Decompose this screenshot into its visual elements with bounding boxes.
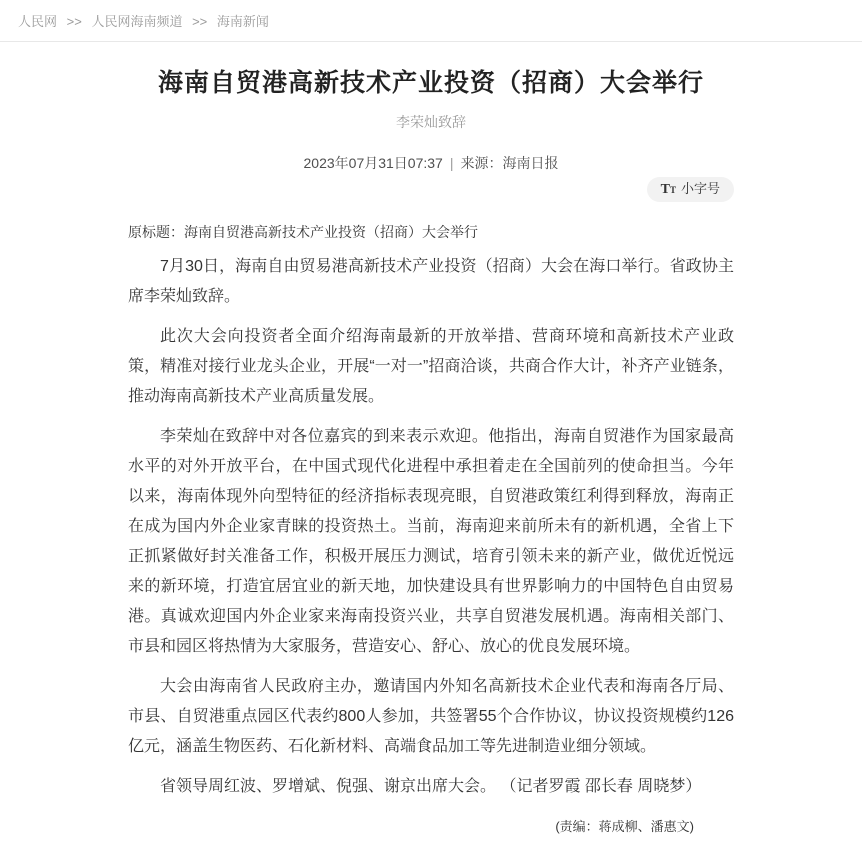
original-title (128, 223, 734, 242)
font-size-label: 小字号 (680, 181, 720, 196)
source-link[interactable]: 海南日报 (502, 155, 559, 171)
breadcrumb (0, 0, 862, 42)
paragraph-4: 大会由海南省人民政府主办，邀请国内外知名高新技术企业代表和海南各厅局、市县、自贸港重点园区代表约800人参加，共签署55个合作协议，协议投资规模约126亿元，涵盖生物医药、石化新材料、高端食品加工等先进制造业细分领域。 (128, 678, 734, 755)
article-subtitle: 李荣灿致辞 (396, 114, 466, 130)
meta-separator: | (449, 155, 454, 171)
source-label: 来源： (460, 155, 503, 171)
paragraph-5: 省领导周红波、罗增斌、倪强、谢京出席大会。 （记者罗霞 邵长春 周晓梦） (160, 778, 702, 795)
publish-date: 2023年07月31日07:37 (303, 155, 443, 171)
article-body (128, 66, 734, 851)
paragraph-3: 李荣灿在致辞中对各位嘉宾的到来表示欢迎。他指出，海南自贸港作为国家最高水平的对外开放平台，在中国式现代化进程中承担着走在全国前列的使命担当。今年以来，海南体现外向型特征的经济指标表现亮眼，自贸港政策红利得到释放，海南正在成为国内外企业家青睐的投资热土。当前，海南迎来前所未有的新机遇，全省上下正抓紧做好封关准备工作，积极开展压力测试，培育引领未来的新产业，做优近悦远来的新环境，打造宜居宜业的新天地，加快建设具有世界影响力的中国特色自由贸易港。真诚欢迎国内外企业家来海南投资兴业，共享自贸港发展机遇。海南相关部门、市县和园区将热情为大家服务，营造安心、舒心、放心的优良发展环境。 (128, 428, 734, 655)
breadcrumb-separator: >> (192, 14, 208, 29)
original-title-text: 海南自贸港高新技术产业投资（招商）大会举行 (184, 224, 478, 240)
breadcrumb-link-hainan-channel[interactable]: 人民网海南频道 (91, 14, 183, 29)
font-size-icon-small: T (669, 185, 676, 195)
font-size-button[interactable] (647, 177, 734, 202)
breadcrumb-link-peoples-daily[interactable]: 人民网 (18, 14, 58, 29)
editor-note: (责编：蒋成柳、潘惠文) (555, 819, 694, 834)
paragraph-1: 7月30日，海南自由贸易港高新技术产业投资（招商）大会在海口举行。省政协主席李荣灿致辞。 (128, 258, 734, 305)
breadcrumb-link-hainan-news[interactable]: 海南新闻 (216, 14, 269, 29)
original-title-label: 原标题： (128, 224, 184, 240)
breadcrumb-separator: >> (66, 14, 82, 29)
font-size-icon: T (660, 182, 670, 197)
article-toolbar (128, 177, 734, 201)
article-meta (128, 153, 734, 173)
paragraph-2: 此次大会向投资者全面介绍海南最新的开放举措、营商环境和高新技术产业政策，精准对接行业龙头企业，开展“一对一”招商洽谈，共商合作大计，补齐产业链条，推动海南高新技术产业高质量发展。 (128, 328, 734, 405)
page-title: 海南自贸港高新技术产业投资（招商）大会举行 (157, 69, 704, 97)
